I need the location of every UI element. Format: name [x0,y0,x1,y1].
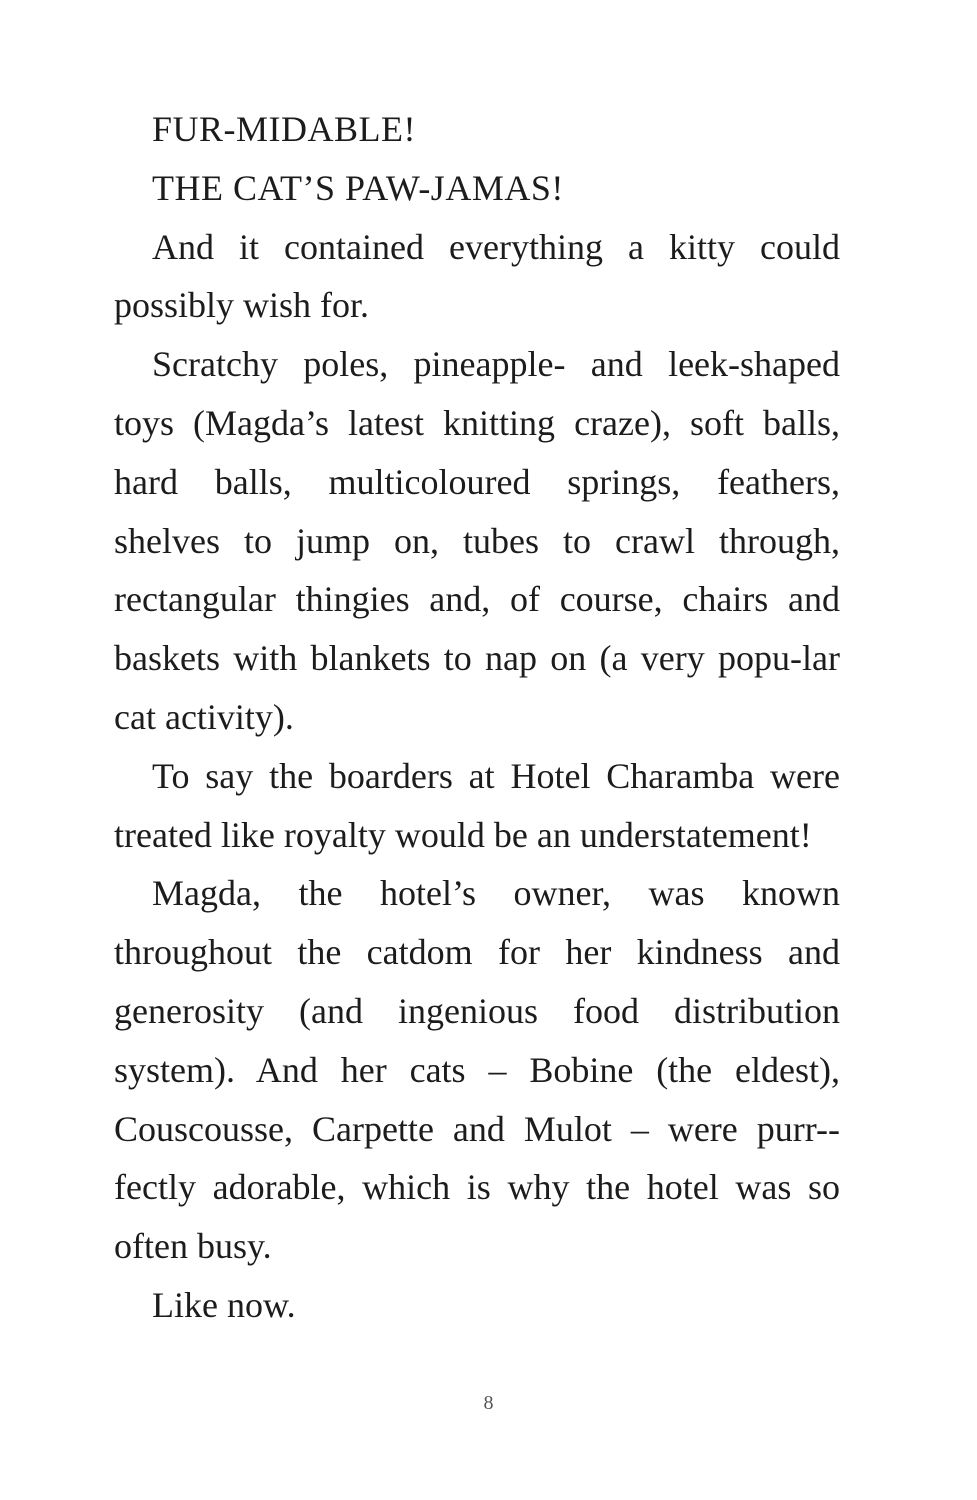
page-number: 8 [483,1392,494,1414]
body-text [114,100,840,1335]
paragraph-magda: Magda, the hotel’s owner, was known throughout the catdom for her kindness and generosity (and ingenious food distribution system). And her cats – Bobine (the eldest), Couscousse, Carpette and Mulot – were purr-fectly adorable, which is why the hotel was so often busy. [114,873,840,1267]
paragraph-like-now: Like now. [152,1284,296,1325]
exclamation-line-2: THE CAT’S PAW-JAMAS! [152,167,564,208]
exclamation-line-1: FUR-MIDABLE! [152,109,416,149]
paragraph-royalty: To say the boarders at Hotel Charamba were treated like royalty would be an understatement! [114,755,840,855]
paragraph-toys-list: Scratchy poles, pineapple- and leek-shaped toys (Magda’s latest knitting craze), soft balls, hard balls, multicoloured springs, feathers, shelves to jump on, tubes to crawl through, rectangular thingies and, of course, chairs and baskets with blankets to nap on (a very popu-lar cat activity). [114,344,840,737]
paragraph-contents: And it contained everything a kitty could possibly wish for. [114,226,840,326]
